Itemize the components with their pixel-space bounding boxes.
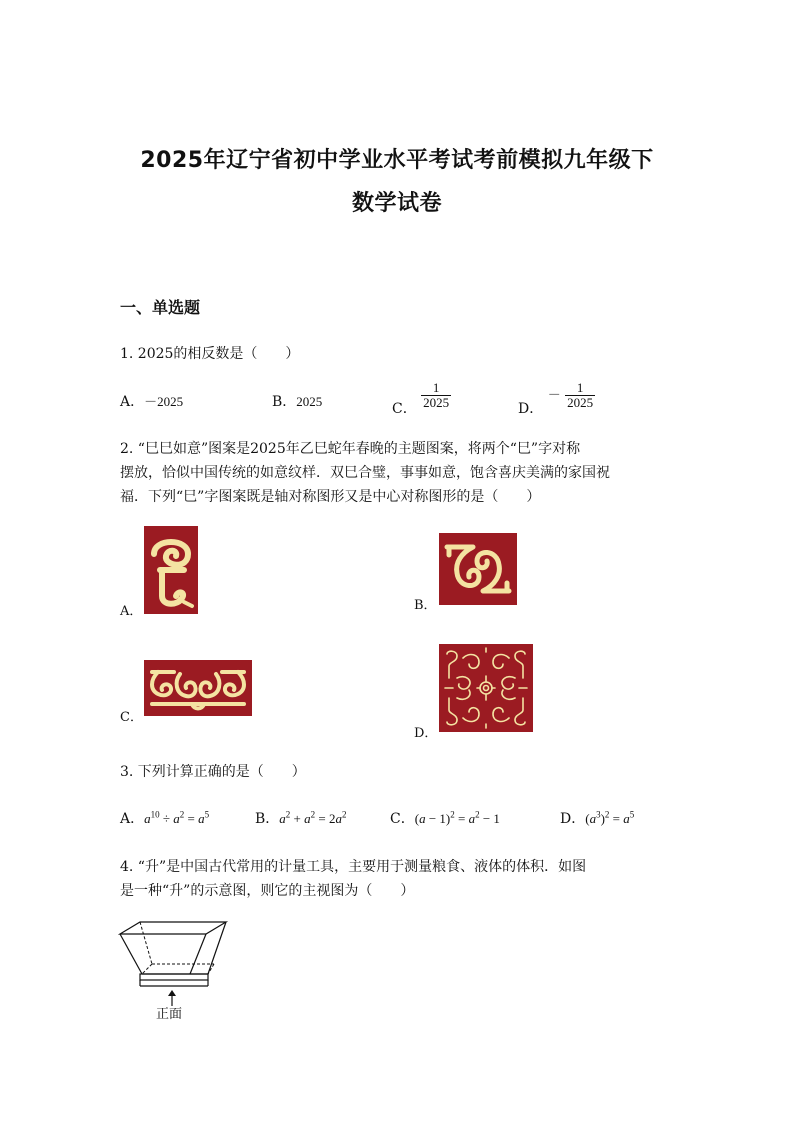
q2-option-a-pattern (144, 526, 198, 614)
q2-stem-line2: 摆放，恰似中国传统的如意纹样．双巳合璧，事事如意，饱含喜庆美满的家国祝 (120, 465, 610, 481)
q4-stem-line2: 是一种“升”的示意图，则它的主视图为（ ） (120, 883, 415, 899)
q3-option-c: C．$(a - 1)^2 = a^2 - 1$ (390, 809, 500, 827)
q2-stem-line1: 2. “巳巳如意”图案是2025年乙巳蛇年春晚的主题图案，将两个“巳”字对称 (120, 441, 581, 457)
q1-option-c: C． $\frac{1}{2025}$ (392, 380, 450, 418)
q2-option-c-label: C． (120, 710, 143, 725)
fraction: $\frac{1}{2025}$ (567, 380, 594, 410)
page-title-line1: 2025年辽宁省初中学业水平考试考前模拟九年级下 (140, 148, 654, 173)
q2-option-d-pattern (439, 644, 533, 732)
q1-option-b: B．2025 (272, 394, 323, 410)
q3-option-a: A．$a^{10} \div a^2 = a^5$ (120, 809, 210, 827)
q1-stem: 1. 2025的相反数是（ ） (120, 346, 300, 362)
q2-option-b-pattern (439, 533, 517, 605)
q1-option-d: D． － $\frac{1}{2025}$ (518, 380, 594, 418)
q1-option-a: A．－2025 (120, 394, 184, 410)
q2-option-a-label: A． (120, 604, 143, 619)
q3-option-b: B．$a^2 + a^2 = 2a^2$ (255, 809, 347, 827)
q2-stem-line3: 福．下列“巳”字图案既是轴对称图形又是中心对称图形的是（ ） (120, 489, 541, 505)
q2-option-b-label: B． (414, 598, 437, 613)
fraction: $\frac{1}{2025}$ (423, 380, 450, 410)
q2-option-c-pattern (144, 660, 252, 716)
q4-front-label: 正面 (156, 1007, 183, 1022)
page-title-line2: 数学试卷 (351, 191, 442, 216)
q2-option-d-label: D． (414, 726, 438, 741)
q3-stem: 3. 下列计算正确的是（ ） (120, 764, 306, 780)
q4-stem-line1: 4. “升”是中国古代常用的计量工具，主要用于测量粮食、液体的体积．如图 (120, 859, 587, 875)
q3-option-d: D．$(a^3)^2 = a^5$ (560, 809, 635, 827)
section-heading: 一、单选题 (120, 298, 201, 317)
